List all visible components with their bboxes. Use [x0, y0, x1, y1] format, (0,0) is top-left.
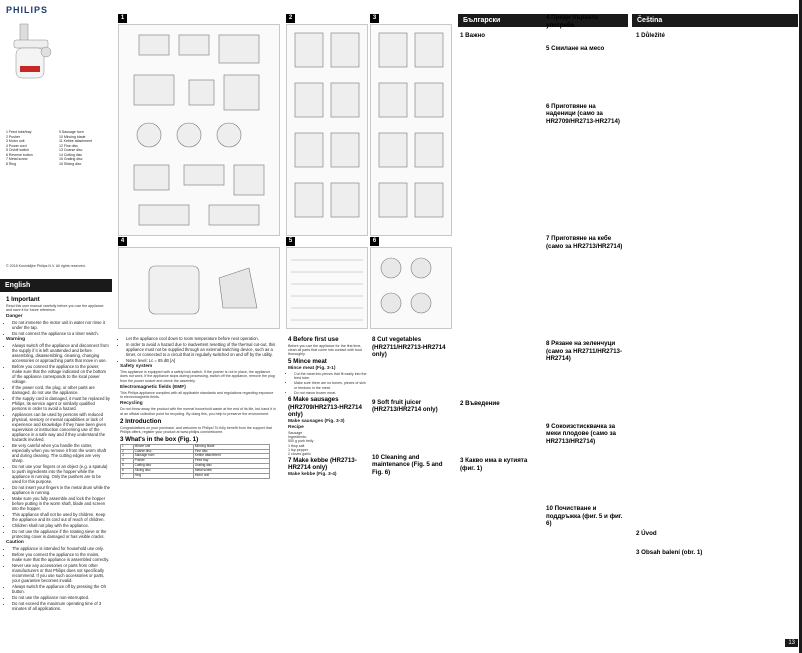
recipe-title: Recipe [288, 424, 304, 430]
safety-system-title: Safety system [120, 364, 153, 369]
recipe-item: 2 cloves garlic [288, 452, 311, 457]
warning-item: • If the power cord, the plug, or other parts are damaged, do not use the appliance. [12, 385, 110, 395]
table-cell: Feed tray [193, 459, 269, 464]
part-item: 12 Fine disc [59, 143, 78, 148]
emf-text: This Philips appliance complies with all applicable standards and regulations regarding exposure to electromagnetic fields. [120, 390, 274, 400]
recipe-item: Ingredients: [288, 435, 307, 440]
figure-2-steps [287, 25, 367, 235]
before-first-use-text: Before you use the appliance for the first time, clean all parts that come into contact with food thoroughly. [288, 343, 362, 357]
bulgarian-left [460, 32, 540, 472]
make-sausages-title: 6 Make sausages (HR2709/HR2713-HR2714 only) [288, 396, 362, 419]
warning-list [6, 343, 110, 539]
part-item: 6 Reverse button [6, 152, 33, 157]
table-cell: 5 [121, 464, 134, 469]
tips-list [288, 372, 368, 395]
table-cell: Coarse disc [133, 449, 193, 454]
whats-in-box-title: 3 What's in the box (Fig. 1) [120, 436, 199, 444]
table-cell: 7 [121, 474, 134, 479]
warning-item: • Make sure you fully assemble and lock the hopper before putting in the worm shaft, blade and screen into the hopper. [12, 496, 110, 511]
recipe-item: 1 tsp pepper [288, 448, 308, 453]
table-cell: Pusher [133, 459, 193, 464]
bg-kebbe-title: 7 Приготвяне на кебе (само за HR2713/HR2714) [546, 235, 623, 250]
table-cell: Grating disc [193, 464, 269, 469]
figure-1-panel [118, 24, 280, 236]
part-item: 1 Feed tube/tray [6, 130, 32, 134]
column-1 [0, 0, 112, 653]
warning-item: • Do not use your fingers or an object (e.g. a spatula) to push ingredients into the hopper while the appliance is running. Only the pushers are to be used for this purpose. [12, 464, 110, 484]
caution-title: Caution [6, 540, 24, 546]
product-illustration [6, 22, 54, 84]
warning-item: • Do not use the appliance if the rotating sieve or the protecting cover is damaged or has visible cracks. [12, 529, 110, 539]
recipe-item: Sausage [288, 430, 303, 435]
copyright: © 2018 Koninklijke Philips N.V. All rights reserved. [6, 264, 86, 268]
warning-item: • If the supply cord is damaged, it must be replaced by Philips, its service agent or similarly qualified persons in order to avoid a hazard. [12, 396, 110, 411]
part-item: 15 Grating disc [59, 157, 83, 161]
figure-2-panel [286, 24, 368, 236]
figure-4-illustration [119, 248, 279, 328]
table-cell: 2 [121, 449, 134, 454]
warning-item: • Do not insert your fingers in the metal drum while the appliance is running. [12, 485, 110, 495]
page-number: 13 [785, 639, 798, 647]
table-cell: Metal screw [193, 469, 269, 474]
table-row [121, 474, 270, 479]
important-intro: Read this user manual carefully before you use the appliance and save it for future reference. [6, 303, 104, 312]
recipe-item: 500 g pork belly [288, 439, 314, 444]
part-item: 4 Power cord [6, 143, 27, 148]
english-content [6, 296, 110, 612]
table-cell: Kebbe attachment [193, 454, 269, 459]
figure-3-badge: 3 [370, 14, 379, 23]
tip-item: • Cut the meat into pieces that fit easily into the feed tube. [294, 372, 368, 381]
part-item: 8 Ring [6, 161, 17, 166]
figure-1-badge: 1 [118, 14, 127, 23]
figure-5-panel [286, 247, 368, 329]
column-4-bulgarian [458, 0, 628, 653]
caution-item: • Before you connect the appliance to the mains, make sure that the appliance is assembled correctly. [12, 552, 110, 562]
warning-item: • Before you connect the appliance to the power, make sure that the voltage indicated on the bottom of the appliance corresponds to the local power voltage. [12, 364, 110, 384]
part-item: 14 Cutting disc [59, 152, 83, 157]
figure-2-badge: 2 [286, 14, 295, 23]
table-cell: Mincer unit [133, 444, 193, 449]
cleaning-title: 10 Cleaning and maintenance (Fig. 5 and Fig. 6) [372, 453, 443, 476]
czech-content [636, 32, 790, 557]
cut-vegetables-title: 8 Cut vegetables (HR2711/HR2713-HR2714 only) [372, 336, 446, 358]
table-cell: 4 [121, 459, 134, 464]
cz-box-title: 3 Obsah balení (obr. 1) [636, 549, 703, 556]
table-cell: Fine disc [193, 449, 269, 454]
table-cell: Mincing blade [193, 444, 269, 449]
figure-3-steps [371, 25, 451, 235]
table-cell: Ring [133, 474, 193, 479]
warning-item: • Children shall not play with the appliance. [12, 523, 110, 528]
tip-item: • Do not mince frozen meat. [294, 391, 368, 395]
warning-title: Warning [6, 337, 26, 343]
bg-sausages-title: 6 Приготвяне на наденици (само за HR2709/HR2713-HR2714) [546, 102, 620, 125]
table-cell: 1 [121, 444, 134, 449]
mince-meat-title: 5 Mince meat [288, 358, 327, 366]
part-item: 9 Sausage horn [59, 130, 84, 134]
part-item: 2 Pusher [6, 134, 21, 139]
caution-item: • The appliance is intended for household use only. [12, 546, 110, 551]
table-cell: Sausage horn [133, 454, 193, 459]
column-2-text [120, 336, 276, 479]
table-cell: Slicing disc [133, 469, 193, 474]
figure-5-badge: 5 [286, 237, 295, 246]
language-header-english: English [0, 279, 112, 292]
make-kebbe-title: 7 Make kebbe (HR2713-HR2714 only) [288, 456, 357, 472]
bg-introduction-title: 2 Въведение [460, 399, 500, 407]
caution-item: • Do not use the appliance non-interrupted. [12, 595, 110, 600]
language-header-czech: Čeština [632, 14, 798, 27]
caution-item: • Never use any accessories or parts from other manufacturers or that Philips does not specifically recommend. If you use such accessories or parts, your guarantee becomes invalid. [12, 563, 110, 583]
column-5-czech [632, 0, 802, 653]
recipe-item: 1 tbsp salt [288, 443, 305, 448]
cooldown-list [120, 336, 276, 363]
bg-box-title: 3 Какво има в кутията (фиг. 1) [460, 457, 528, 472]
emf-title: Electromagnetic fields (EMF) [120, 384, 186, 390]
bg-important-title: 1 Важно [460, 32, 485, 39]
tip-item: • Make sure there are no bones, pieces of skin or tendons in the meat. [294, 381, 368, 390]
cooldown-item: • In order to avoid a hazard due to inadvertent resetting of the thermal cut-out, this appliance must not be supplied through an external switching device, such as a timer, or connected to a circuit that is regularly switched on and off by the utility. [126, 342, 276, 357]
box-contents-table [120, 444, 270, 479]
make-kebbe-subtitle: Make kebbe (Fig. 3-4) [288, 471, 337, 477]
bg-cleaning-title: 10 Почистване и поддръжка (фиг. 5 и фиг. 6) [546, 505, 623, 527]
recycling-title: Recycling [120, 401, 143, 407]
column-3 [284, 0, 454, 653]
figure-4-badge: 4 [118, 237, 127, 246]
brand-logo: PHILIPS [6, 5, 49, 15]
figure-6-badge: 6 [370, 237, 379, 246]
figure-5-cleaning-table [287, 248, 367, 328]
cz-introduction-title: 2 Úvod [636, 529, 657, 537]
warning-item: • Always switch off the appliance and disconnect from the supply if it is left unattended and before assembling, disassembling, cleaning, changing accessories or approaching parts that move in use. [12, 343, 110, 363]
danger-list [6, 320, 110, 336]
cooldown-item: • Let the appliance cool down to room temperature before next operation. [126, 336, 276, 341]
table-cell: 3 [121, 454, 134, 459]
figure-6-panel [370, 247, 452, 329]
part-item: 16 Slicing disc [59, 161, 82, 166]
danger-item: • Do not immerse the motor unit in water nor rinse it under the tap. [12, 320, 110, 330]
bulgarian-right [546, 14, 626, 528]
warning-item: • Appliances can be used by persons with reduced physical, sensory or mental capabilities or lack of experience and knowledge if they have been given supervision or instruction concerning use of the appliance in a safe way and if they understand the hazards involved. [12, 412, 110, 442]
make-sausages-subtitle: Make sausages (Fig. 3-3) [288, 418, 345, 424]
figure-6-discs [371, 248, 451, 328]
section-important-title: 1 Important [6, 296, 40, 303]
column-3-text-right [372, 336, 452, 476]
introduction-text: Congratulations on your purchase, and welcome to Philips! To fully benefit from the support that Philips offers, register your product at www.philips.com/welcome. [120, 425, 272, 434]
introduction-title: 2 Introduction [120, 418, 162, 426]
language-header-bulgarian: Български [458, 14, 628, 27]
part-item: 10 Mincing blade [59, 134, 86, 139]
column-2 [114, 0, 282, 653]
bg-vegetables-title: 8 Рязане на зеленчуци (само за HR2711/HR2713-HR2714) [546, 340, 623, 362]
danger-title: Danger [6, 314, 23, 320]
caution-item: • Always switch the appliance off by pressing the O/I button. [12, 584, 110, 594]
part-item: 11 Kebbe attachment [59, 139, 93, 143]
part-item: 5 On/off switch [6, 148, 30, 152]
warning-item: • This appliance shall not be used by children. Keep the appliance and its cord out of reach of children. [12, 512, 110, 522]
caution-item: • Do not exceed the maximum operating time of 3 minutes of all applications. [12, 601, 110, 611]
table-cell: 6 [121, 469, 134, 474]
recipe-list [288, 431, 368, 457]
cooldown-item: • Noise level: Lc = 85 dB [A] [126, 358, 276, 363]
cz-important-title: 1 Důležité [636, 32, 665, 39]
bg-before-first-use-title: 4 Преди първата употреба [546, 14, 598, 29]
table-cell: Motor unit [193, 474, 269, 479]
before-first-use-title: 4 Before first use [288, 336, 339, 343]
table-cell: Cutting disc [133, 464, 193, 469]
column-3-text-left [288, 336, 368, 478]
caution-list [6, 546, 110, 611]
bg-juicer-title: 9 Сокоизстисквачка за меки плодове (само за HR2713/HR2714) [546, 422, 616, 445]
bg-mince-title: 5 Смилане на месо [546, 45, 605, 52]
part-item: 3 Motor unit [6, 139, 25, 143]
figure-1-exploded-parts [119, 25, 279, 235]
recycling-text: Do not throw away the product with the normal household waste at the end of its life, but hand it in at an official collection point for recycling. By doing this, you help to preserve the environment. [120, 407, 276, 416]
part-item: 7 Metal screw [6, 157, 28, 161]
warning-item: • Be very careful when you handle the cutter, especially when you remove it from the worm shaft and during cleaning. The cutting edges are very sharp. [12, 443, 110, 463]
danger-item: • Do not connect the appliance to a timer switch. [12, 331, 110, 336]
soft-fruit-juicer-title: 9 Soft fruit juicer (HR2713/HR2714 only) [372, 398, 438, 413]
mince-meat-subtitle: Mince meat (Fig. 3-1) [288, 365, 336, 371]
figure-4-panel [118, 247, 280, 329]
parts-list [6, 130, 106, 166]
figure-3-panel [370, 24, 452, 236]
part-item: 13 Coarse disc [59, 148, 83, 152]
safety-system-text: This appliance is equipped with a safety lock switch. If the pusher is not in place, the appliance does not work. If the appliance stops during processing, switch off the appliance, remove the plug from the power socket and check the assembly. [120, 370, 275, 383]
